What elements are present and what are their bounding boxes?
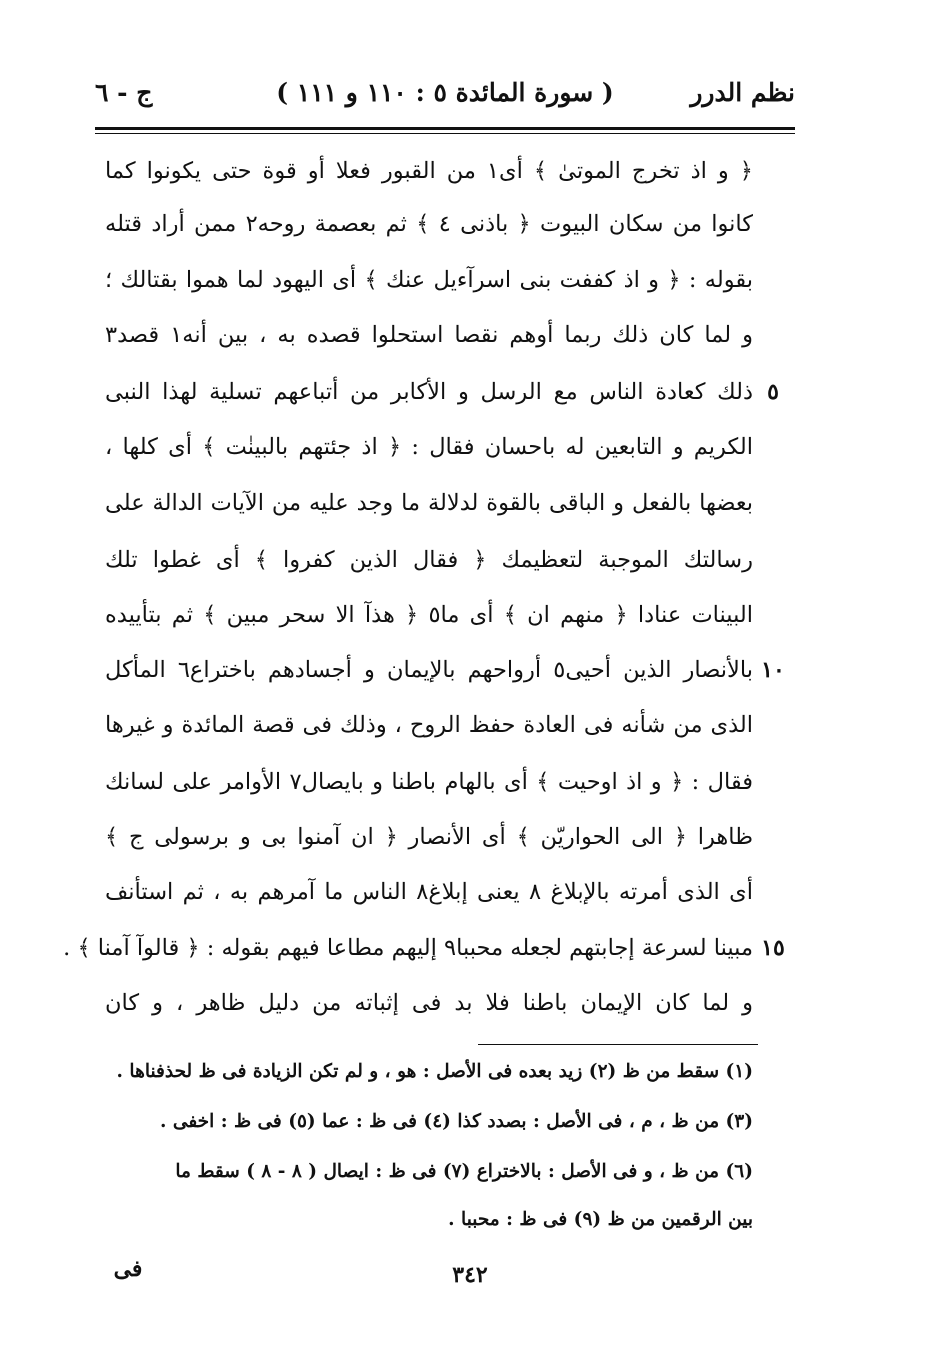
body-line: فقال : ﴿ و اذ اوحيت ﴾ أى بالهام باطنا و بايصال٧ الأوامر على لسانك — [105, 769, 753, 795]
footnote-rule — [478, 1044, 758, 1045]
header-rule-thin — [95, 133, 795, 134]
running-header — [95, 78, 795, 118]
body-line: ذلك كعادة الناس مع الرسل و الأكابر من أتباعهم تسلية لهذا النبى — [105, 379, 753, 405]
body-line: الكريم و التابعين له باحسان فقال : ﴿ اذ جئتهم بالبينٰت ﴾ أى كلها ، — [105, 434, 753, 460]
footnote-line: (١) سقط من ظ (٢) زيد بعده فى الأصل : هو ، و لم تكن الزيادة فى ظ لحذفناها . — [116, 1061, 753, 1082]
line-number: ٥ — [767, 379, 779, 405]
header-rule — [95, 127, 795, 130]
body-line: بالأنصار الذين أحيى٥ أرواحهم بالإيمان و أجسادهم باختراع٦ المأكل — [105, 657, 753, 683]
book-title: نظم الدرر — [690, 78, 795, 107]
footnote-line: (٣) من ظ ، م ، فى الأصل : بصدد كذا (٤) فى ظ : عما (٥) فى ظ : اخفى . — [160, 1111, 753, 1132]
body-line: بقوله : ﴿ و اذ كففت بنى اسرآءيل عنك ﴾ أى اليهود لما هموا بقتالك ؛ — [105, 267, 753, 293]
body-line: رسالتك الموجبة لتعظيمك ﴿ فقال الذين كفروا ﴾ أى غطوا تلك — [105, 547, 753, 573]
line-number: ١٥ — [761, 935, 785, 961]
footnote-line: بين الرقمين من ظ (٩) فى ظ : محببا . — [448, 1209, 753, 1230]
volume-number: ج - ٦ — [95, 78, 153, 107]
body-line: و لما كان الإيمان باطنا فلا بد فى إثباته من دليل ظاهر ، و كان — [105, 990, 753, 1016]
line-number: ١٠ — [761, 657, 785, 683]
body-line: البينات عنادا ﴿ منهم ان ﴾ أى ما٥ ﴿ هذآ الا سحر مبين ﴾ ثم بتأييده — [105, 602, 753, 628]
page-number: ٣٤٢ — [452, 1262, 488, 1288]
footnote-line: (٦) من ظ ، و فى الأصل : بالاختراع (٧) فى ظ : ايصال ( ٨ - ٨ ) سقط ما — [175, 1161, 753, 1182]
body-line: مبينا لسرعة إجابتهم لجعله محببا٩ إليهم مطاعا فيهم بقوله : ﴿ قالوآ آمنا ﴾ . — [63, 935, 753, 961]
body-line: بعضها بالفعل و الباقى بالقوة لدلالة ما وجد عليه من الآيات الدالة على — [105, 490, 753, 516]
catchword: فى — [113, 1256, 143, 1282]
body-line: ظاهرا ﴿ الى الحواريّن ﴾ أى الأنصار ﴿ ان آمنوا بى و برسولى ج ﴾ — [105, 824, 753, 850]
body-line: الذى من شأنه فى العادة حفظ الروح ، وذلك فى قصة المائدة و غيرها — [105, 712, 753, 738]
body-line: أى الذى أمرته بالإبلاغ ٨ يعنى إبلاغ٨ الناس ما آمرهم به ، ثم استأنف — [105, 879, 754, 905]
surah-reference: ( سورة المائدة ٥ : ١١٠ و ١١١ ) — [276, 78, 614, 107]
body-line: كانوا من سكان البيوت ﴿ باذنى ٤ ﴾ ثم بعصمة روحه٢ ممن أراد قتله — [105, 211, 754, 237]
body-line: و لما كان ذلك ربما أوهم نقصا استحلوا قصده به ، بين أنه١ قصد٣ — [105, 322, 753, 348]
body-line: ﴿ و اذ تخرج الموتىٰ ﴾ أى١ من القبور فعلا أو قوة حتى يكونوا كما — [105, 158, 753, 184]
